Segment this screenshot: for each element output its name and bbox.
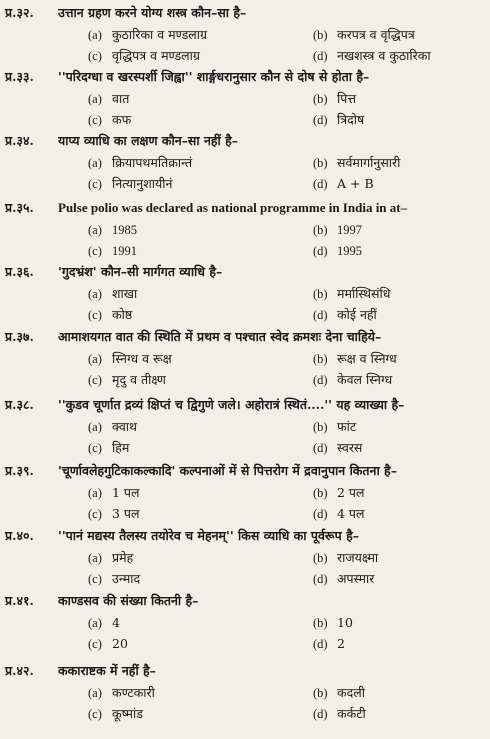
question-number: प्र.४१. — [5, 593, 34, 608]
question-text: 'चूर्णावलेहगुटिकाकल्कादि' कल्पनाओं में से पित्तरोग में द्रवानुपान कितना है– — [58, 463, 397, 478]
option-label: (c) — [88, 441, 102, 455]
option-item — [88, 24, 207, 46]
question-number: प्र.३९. — [5, 463, 34, 478]
option-item — [88, 682, 155, 704]
option-label: (a) — [88, 352, 102, 366]
option-label: (d) — [313, 113, 328, 127]
option-text: क्रियापथमतिक्रान्तं — [112, 155, 193, 170]
option-label: (d) — [313, 49, 328, 63]
question-block — [0, 130, 490, 194]
option-text: A + B — [337, 176, 374, 191]
option-text: राजयक्ष्मा — [337, 550, 379, 565]
option-label: (d) — [313, 707, 328, 721]
option-item — [313, 88, 356, 110]
option-text: त्रिदोष — [337, 112, 365, 127]
options-row — [0, 88, 490, 109]
option-text: स्वरस — [337, 440, 363, 455]
option-item — [88, 568, 140, 590]
options-row — [0, 24, 490, 45]
option-item — [88, 703, 143, 725]
option-text: शाखा — [112, 286, 138, 301]
option-label: (c) — [88, 707, 102, 721]
option-item — [313, 568, 374, 590]
option-label: (d) — [313, 308, 328, 322]
options-row — [0, 152, 490, 173]
option-label: (a) — [88, 287, 102, 301]
options-row — [0, 109, 490, 130]
options-row — [0, 283, 490, 304]
question-block — [0, 394, 490, 458]
option-item — [88, 88, 129, 110]
option-item — [313, 416, 356, 438]
option-text: कण्टकारी — [112, 685, 155, 700]
option-item — [313, 304, 377, 326]
option-text: करपत्र व वृद्धिपत्र — [337, 27, 415, 42]
option-text: 1995 — [337, 244, 362, 258]
option-item — [88, 240, 137, 262]
option-item — [313, 173, 374, 195]
option-text: स्निग्ध व रूक्ष — [112, 351, 172, 366]
options-row — [0, 369, 490, 390]
question-block — [0, 460, 490, 524]
option-label: (c) — [88, 373, 102, 387]
option-item — [88, 152, 192, 174]
option-item — [88, 547, 133, 569]
option-label: (a) — [88, 686, 102, 700]
question-row — [0, 66, 490, 88]
option-item — [88, 416, 137, 438]
question-row — [0, 394, 490, 416]
option-label: (c) — [88, 177, 102, 191]
option-text: कदली — [337, 685, 365, 700]
option-item — [88, 109, 131, 131]
question-text: याप्य व्याधि का लक्षण कौन–सा नहीं है– — [58, 133, 239, 148]
options-row — [0, 240, 490, 261]
option-text: नखशस्त्र व कुठारिका — [337, 48, 431, 63]
option-text: फांट — [337, 419, 357, 434]
options-row — [0, 568, 490, 589]
option-label: (a) — [88, 551, 102, 565]
option-label: (a) — [88, 28, 102, 42]
option-text: नित्यानुशायीनं — [112, 176, 173, 191]
question-text: उत्तान ग्रहण करने योग्य शस्त्र कौन–सा है– — [58, 5, 247, 20]
option-item — [313, 437, 362, 459]
options-row — [0, 703, 490, 724]
option-item — [313, 219, 362, 241]
option-text: हिम — [112, 440, 130, 455]
question-row — [0, 197, 490, 219]
question-number: प्र.३७. — [5, 329, 34, 344]
option-text: 20 — [112, 636, 128, 651]
option-label: (b) — [313, 420, 328, 434]
option-label: (b) — [313, 352, 328, 366]
question-row — [0, 525, 490, 547]
option-label: (c) — [88, 637, 102, 651]
option-text: 2 — [337, 636, 345, 651]
options-row — [0, 348, 490, 369]
option-label: (d) — [313, 177, 328, 191]
option-text: कूष्मांड — [112, 706, 143, 721]
options-row — [0, 503, 490, 524]
option-item — [313, 503, 365, 525]
option-label: (b) — [313, 92, 328, 106]
option-item — [88, 45, 200, 67]
option-text: कोई नहीं — [337, 307, 377, 322]
option-text: 1 पल — [112, 485, 140, 500]
option-label: (a) — [88, 223, 102, 237]
option-text: सर्वमार्गानुसारी — [337, 155, 401, 170]
question-block — [0, 525, 490, 589]
question-text: ''कुडव चूर्णात द्रव्यं क्षिप्तं च द्विगुणे जले। अहोरात्रं स्थितं....'' यह व्याख्या है– — [58, 397, 405, 412]
option-text: कफ — [112, 112, 132, 127]
option-item — [88, 482, 140, 504]
option-item — [313, 547, 378, 569]
question-number: प्र.४२. — [5, 663, 34, 678]
option-label: (b) — [313, 223, 328, 237]
option-item — [88, 348, 172, 370]
option-label: (a) — [88, 616, 102, 630]
option-label: (b) — [313, 156, 328, 170]
question-block — [0, 2, 490, 66]
option-label: (d) — [313, 637, 328, 651]
option-item — [88, 503, 140, 525]
option-text: कुठारिका व मण्डलाग्र — [112, 27, 208, 42]
option-label: (c) — [88, 244, 102, 258]
option-item — [313, 348, 397, 370]
option-item — [313, 152, 400, 174]
option-label: (c) — [88, 113, 102, 127]
options-row — [0, 633, 490, 654]
option-label: (d) — [313, 244, 328, 258]
option-label: (b) — [313, 686, 328, 700]
option-label: (d) — [313, 441, 328, 455]
options-row — [0, 547, 490, 568]
option-text: रूक्ष व स्निग्ध — [337, 351, 397, 366]
option-label: (c) — [88, 308, 102, 322]
question-block — [0, 197, 490, 261]
option-text: वृद्धिपत्र व मण्डलाग्र — [112, 48, 200, 63]
option-text: प्रमेह — [112, 550, 134, 565]
option-label: (a) — [88, 156, 102, 170]
question-row — [0, 2, 490, 24]
question-number: प्र.३२. — [5, 5, 34, 20]
options-row — [0, 45, 490, 66]
option-text: मृदु व तीक्ष्ण — [112, 372, 166, 387]
option-item — [313, 633, 345, 655]
option-item — [88, 612, 120, 634]
options-row — [0, 482, 490, 503]
question-block — [0, 660, 490, 724]
question-block — [0, 261, 490, 325]
question-text: काण्डसव की संख्या कितनी है– — [58, 593, 199, 608]
question-number: प्र.४०. — [5, 528, 34, 543]
option-label: (c) — [88, 507, 102, 521]
option-item — [88, 633, 128, 655]
question-text: ''परिदग्धा व खरस्पर्शी जिह्वा'' शार्ङ्गधरानुसार कौन से दोष से होता है– — [58, 69, 370, 84]
option-label: (a) — [88, 486, 102, 500]
option-item — [313, 612, 353, 634]
option-text: उन्माद — [112, 571, 141, 586]
option-text: 4 पल — [337, 506, 365, 521]
question-text: ''पानं मद्यस्य तैलस्य तयोरेव च मेहनम्'' किस व्याधि का पूर्वरूप है– — [58, 528, 359, 543]
question-row — [0, 326, 490, 348]
question-number: प्र.३३. — [5, 69, 34, 84]
options-row — [0, 682, 490, 703]
option-label: (a) — [88, 420, 102, 434]
question-number: प्र.३६. — [5, 264, 34, 279]
option-item — [88, 437, 129, 459]
option-item — [313, 482, 365, 504]
option-text: 10 — [337, 615, 353, 630]
option-text: 2 पल — [337, 485, 365, 500]
question-number: प्र.३४. — [5, 133, 34, 148]
option-label: (c) — [88, 49, 102, 63]
option-label: (b) — [313, 551, 328, 565]
option-text: मर्मास्थिसंधि — [337, 286, 391, 301]
question-row — [0, 660, 490, 682]
option-label: (d) — [313, 507, 328, 521]
option-label: (b) — [313, 28, 328, 42]
question-text: ककाराष्टक में नहीं है– — [58, 663, 156, 678]
option-label: (d) — [313, 373, 328, 387]
question-text: आमाशयगत वात की स्थिति में प्रथम व पश्चात स्वेद क्रमशः देना चाहिये– — [58, 329, 382, 344]
option-item — [313, 283, 390, 305]
question-block — [0, 66, 490, 130]
option-text: कर्कटी — [337, 706, 366, 721]
option-item — [88, 219, 137, 241]
option-label: (a) — [88, 92, 102, 106]
option-item — [88, 173, 172, 195]
option-label: (b) — [313, 287, 328, 301]
question-row — [0, 130, 490, 152]
option-item — [313, 703, 366, 725]
question-text: 'गुदभ्रंश' कौन–सी मार्गगत व्याधि है– — [58, 264, 223, 279]
option-item — [88, 283, 137, 305]
option-text: वात — [112, 91, 130, 106]
option-item — [313, 24, 415, 46]
question-row — [0, 460, 490, 482]
option-item — [88, 304, 132, 326]
option-item — [313, 45, 431, 67]
option-item — [313, 109, 364, 131]
option-text: 1991 — [112, 244, 137, 258]
option-item — [313, 369, 392, 391]
question-block — [0, 326, 490, 390]
question-text: Pulse polio was declared as national programme in India in at– — [58, 200, 408, 215]
option-label: (c) — [88, 572, 102, 586]
option-item — [313, 240, 362, 262]
option-text: 1997 — [337, 223, 362, 237]
option-text: 4 — [112, 615, 120, 630]
options-row — [0, 612, 490, 633]
options-row — [0, 416, 490, 437]
option-text: 1985 — [112, 223, 137, 237]
option-text: अपस्मार — [337, 571, 375, 586]
question-row — [0, 261, 490, 283]
option-text: पित्त — [337, 91, 356, 106]
option-text: केवल स्निग्ध — [337, 372, 393, 387]
option-label: (d) — [313, 572, 328, 586]
question-row — [0, 590, 490, 612]
options-row — [0, 304, 490, 325]
question-block — [0, 590, 490, 654]
options-row — [0, 219, 490, 240]
option-label: (b) — [313, 616, 328, 630]
question-number: प्र.३५. — [5, 200, 34, 215]
options-row — [0, 173, 490, 194]
option-text: 3 पल — [112, 506, 140, 521]
options-row — [0, 437, 490, 458]
option-label: (b) — [313, 486, 328, 500]
question-number: प्र.३८. — [5, 397, 34, 412]
option-text: क्वाथ — [112, 419, 137, 434]
option-item — [88, 369, 166, 391]
option-item — [313, 682, 365, 704]
option-text: कोष्ठ — [112, 307, 133, 322]
